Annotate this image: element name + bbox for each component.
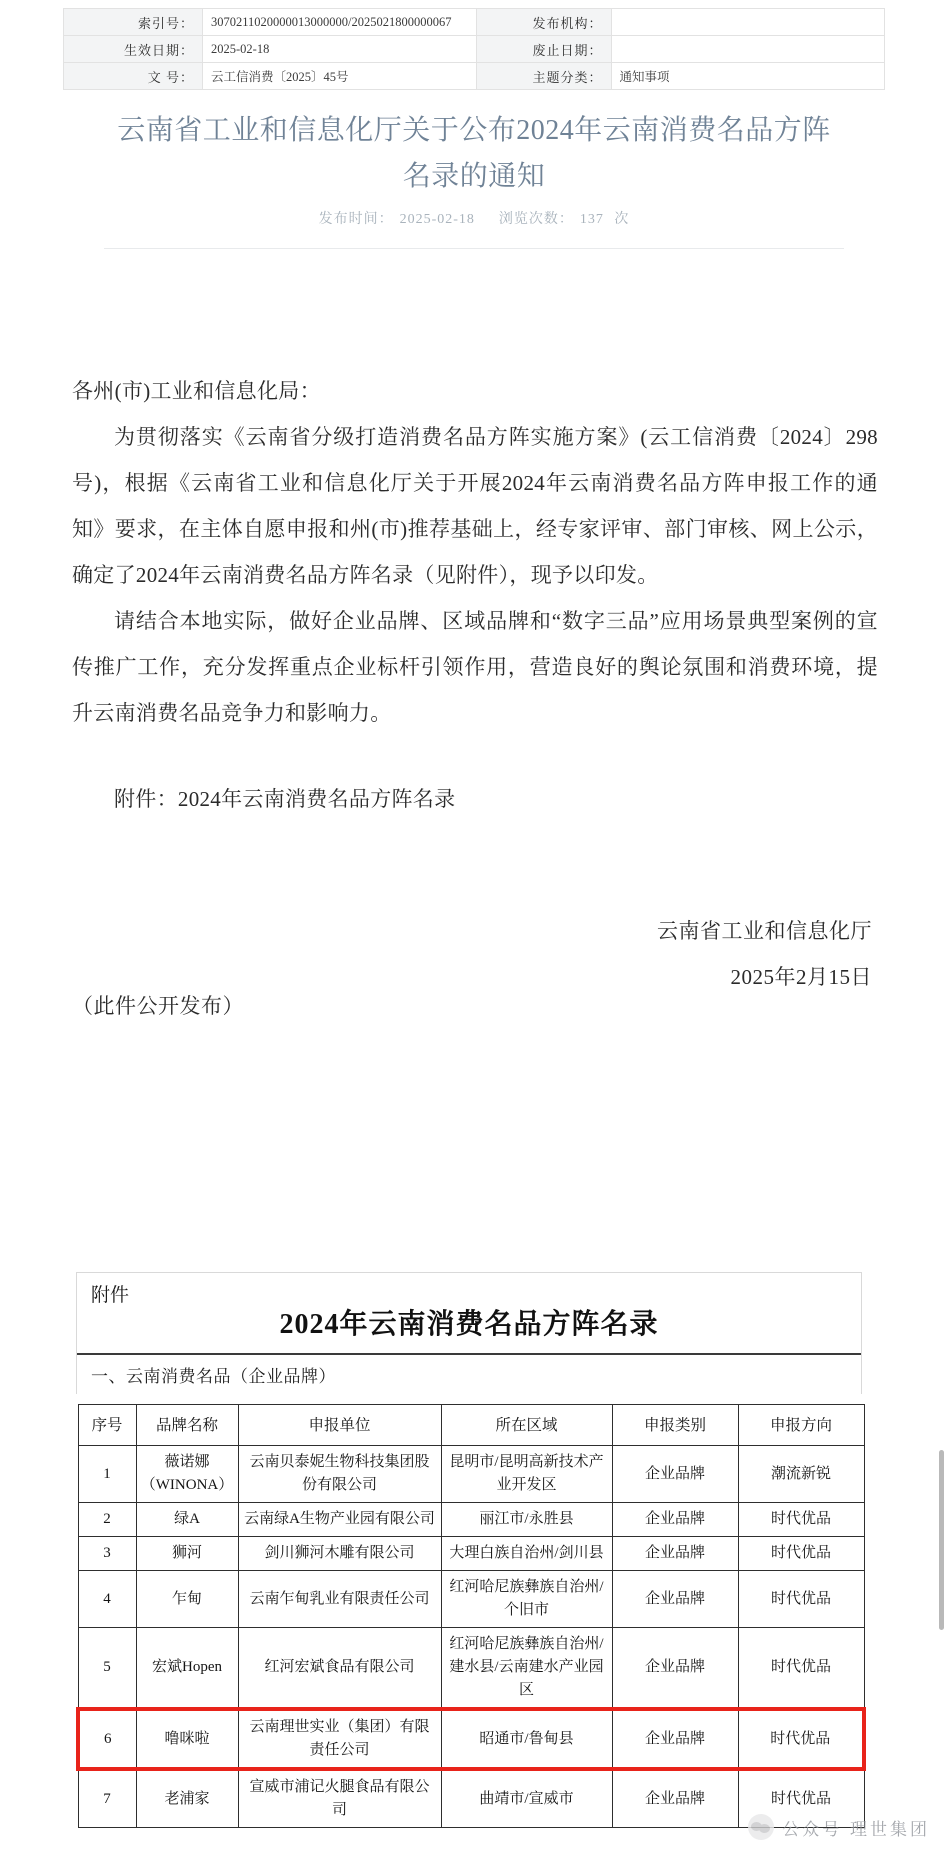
attachment-label: 附件: [91, 1285, 130, 1306]
column-header-area: 所在区域: [441, 1405, 612, 1446]
attachment-card: [76, 1272, 862, 1394]
meta-value-expiry-date: [611, 36, 885, 63]
directory-table: [76, 1404, 866, 1828]
signature-block: [416, 908, 876, 1000]
row-no: 2: [78, 1503, 136, 1537]
public-release-note: （此件公开发布）: [72, 994, 244, 1018]
row-brand: 乍甸: [136, 1571, 238, 1628]
view-count-unit: 次: [614, 212, 630, 227]
watermark-text: 公众号 理世集团: [782, 1819, 930, 1839]
body-paragraph-1: 为贯彻落实《云南省分级打造消费名品方阵实施方案》(云工信消费〔2024〕298号)，根据《云南省工业和信息化厅关于开展2024年云南消费名品方阵申报工作的通知》要求，在主体自愿申报和州(市)推荐基础上，经专家评审、部门审核、网上公示，确定了2024年云南消费名品方阵名录（见附件），现予以印发。: [72, 425, 878, 587]
meta-value-agency: [611, 9, 885, 36]
row-area: 曲靖市/宣威市: [441, 1769, 612, 1828]
meta-value-doc-number: 云工信消费〔2025〕45号: [203, 63, 477, 90]
signature-date: 2025年2月15日: [730, 965, 872, 989]
meta-value-effective-date: 2025-02-18: [203, 36, 477, 63]
table-header-row: [78, 1405, 864, 1446]
row-direction: 时代优品: [738, 1628, 864, 1710]
row-no: 3: [78, 1537, 136, 1571]
table-row: [64, 36, 885, 63]
row-unit: 云南理世实业（集团）有限责任公司: [238, 1709, 441, 1769]
row-area: 昆明市/昆明高新技术产业开发区: [441, 1446, 612, 1503]
document-body: [72, 368, 878, 822]
view-count-value: 137: [579, 212, 604, 227]
row-brand: 狮河: [136, 1537, 238, 1571]
row-area: 红河哈尼族彝族自治州/建水县/云南建水产业园区: [441, 1628, 612, 1710]
salutation: 各州(市)工业和信息化局：: [72, 379, 321, 403]
column-header-unit: 申报单位: [238, 1405, 441, 1446]
table-row: [78, 1503, 864, 1537]
attachment-header: [77, 1273, 861, 1353]
signer-name: 云南省工业和信息化厅: [657, 919, 872, 943]
row-direction: 潮流新锐: [738, 1446, 864, 1503]
row-brand: 宏斌Hopen: [136, 1628, 238, 1710]
table-row: [64, 9, 885, 36]
column-header-category: 申报类别: [612, 1405, 738, 1446]
column-header-brand: 品牌名称: [136, 1405, 238, 1446]
row-category: 企业品牌: [612, 1709, 738, 1769]
row-no: 1: [78, 1446, 136, 1503]
table-row: [78, 1537, 864, 1571]
column-header-no: 序号: [78, 1405, 136, 1446]
meta-label-topic: 主题分类：: [476, 63, 611, 90]
row-direction: 时代优品: [738, 1709, 864, 1769]
document-meta-table: [63, 8, 885, 90]
view-count-label: 浏览次数：: [498, 212, 574, 227]
row-category: 企业品牌: [612, 1503, 738, 1537]
row-unit: 宣威市浦记火腿食品有限公司: [238, 1769, 441, 1828]
row-direction: 时代优品: [738, 1503, 864, 1537]
page-title: 云南省工业和信息化厅关于公布2024年云南消费名品方阵名录的通知: [117, 115, 831, 192]
table-row: [78, 1709, 864, 1769]
page-scrollbar[interactable]: [939, 1450, 944, 1630]
meta-label-index: 索引号：: [64, 9, 203, 36]
row-category: 企业品牌: [612, 1571, 738, 1628]
meta-label-expiry-date: 废止日期：: [476, 36, 611, 63]
publish-time-value: 2025-02-18: [399, 212, 475, 227]
table-row: [78, 1446, 864, 1503]
row-unit: 云南乍甸乳业有限责任公司: [238, 1571, 441, 1628]
meta-value-index: 3070211020000013000000/2025021800000067: [203, 9, 477, 36]
row-category: 企业品牌: [612, 1446, 738, 1503]
meta-value-topic: 通知事项: [611, 63, 885, 90]
row-area: 红河哈尼族彝族自治州/个旧市: [441, 1571, 612, 1628]
row-direction: 时代优品: [738, 1537, 864, 1571]
row-no: 5: [78, 1628, 136, 1710]
row-direction: 时代优品: [738, 1769, 864, 1828]
attachment-reference: 附件：2024年云南消费名品方阵名录: [114, 787, 456, 811]
publish-time-label: 发布时间：: [318, 212, 394, 227]
directory-table-body: [78, 1446, 864, 1828]
row-unit: 剑川狮河木雕有限公司: [238, 1537, 441, 1571]
table-row: [78, 1571, 864, 1628]
meta-label-doc-number: 文 号：: [64, 63, 203, 90]
row-category: 企业品牌: [612, 1628, 738, 1710]
meta-table-body: [64, 9, 885, 90]
row-brand: 老浦家: [136, 1769, 238, 1828]
row-brand: 绿A: [136, 1503, 238, 1537]
meta-label-agency: 发布机构：: [476, 9, 611, 36]
table-row: [78, 1769, 864, 1828]
meta-label-effective-date: 生效日期：: [64, 36, 203, 63]
attachment-title: 2024年云南消费名品方阵名录: [279, 1309, 659, 1340]
publish-info: [104, 208, 844, 228]
row-unit: 红河宏斌食品有限公司: [238, 1628, 441, 1710]
table-row: [78, 1628, 864, 1710]
row-unit: 云南贝泰妮生物科技集团股份有限公司: [238, 1446, 441, 1503]
row-category: 企业品牌: [612, 1769, 738, 1828]
body-paragraph-2: 请结合本地实际，做好企业品牌、区域品牌和“数字三品”应用场景典型案例的宣传推广工作，充分发挥重点企业标杆引领作用，营造良好的舆论氛围和消费环境，提升云南消费名品竞争力和影响力。: [72, 609, 878, 725]
table-row: [64, 63, 885, 90]
attachment-section-heading: 一、云南消费名品（企业品牌）: [77, 1353, 861, 1394]
row-no: 7: [78, 1769, 136, 1828]
meta-table: [63, 8, 885, 90]
row-area: 丽江市/永胜县: [441, 1503, 612, 1537]
row-area: 大理白族自治州/剑川县: [441, 1537, 612, 1571]
directory-table-head: [78, 1405, 864, 1446]
row-brand: 噜咪啦: [136, 1709, 238, 1769]
column-header-direction: 申报方向: [738, 1405, 864, 1446]
row-category: 企业品牌: [612, 1537, 738, 1571]
row-area: 昭通市/鲁甸县: [441, 1709, 612, 1769]
row-no: 6: [78, 1709, 136, 1769]
row-no: 4: [78, 1571, 136, 1628]
row-direction: 时代优品: [738, 1571, 864, 1628]
row-unit: 云南绿A生物产业园有限公司: [238, 1503, 441, 1537]
row-brand: 薇诺娜 （WINONA）: [136, 1446, 238, 1503]
header-divider: [104, 248, 844, 249]
